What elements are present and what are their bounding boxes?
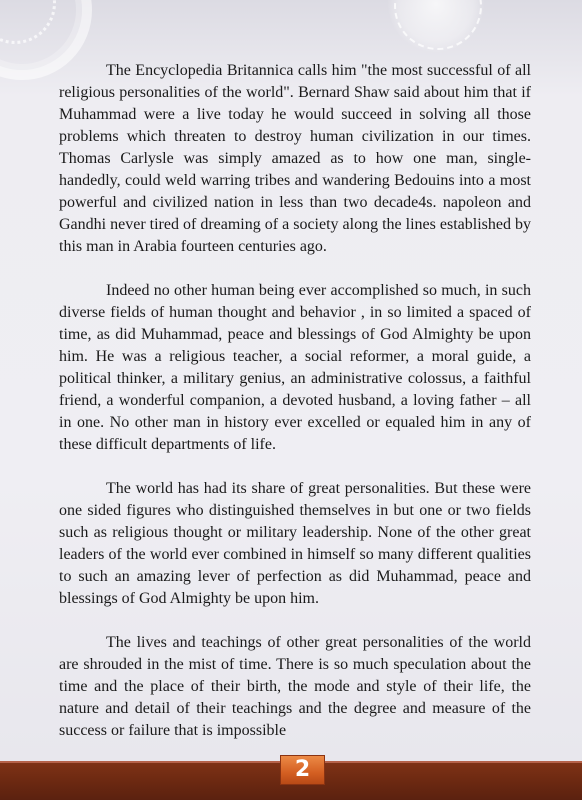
page-number: 2 [280,755,325,785]
paragraph: The lives and teachings of other great personalities of the world are shrouded in the mist of time. There is so much speculation about the time and the place of their birth, the mode and style of their life, the nature and detail of their teachings and the degree and measure of the success or failure that is impossible [59,634,531,739]
paragraph: The world has had its share of great personalities. But these were one sided figures who distinguished themselves in but one or two fields such as religious thought or military leadership. None of the other great leaders of the world ever combined in himself so many different qualities to such an amazing lever of perfection as did Muhammad, peace and blessings of God Almighty be upon him. [59,480,531,607]
paragraph: The Encyclopedia Britannica calls him "the most successful of all religious personalities of the world". Bernard Shaw said about him that if Muhammad were a live today he would succeed in solving all those problems which threaten to destroy human civilization in our times. Thomas Carlysle was simply amazed as to how one man, single-handedly, could weld warring tribes and wandering Bedouins into a most powerful and civilized nation in less than two decade4s. napoleon and Gandhi never tired of dreaming of a society along the lines established by this man in Arabia fourteen centuries ago. [59,62,531,255]
paragraph: Indeed no other human being ever accomplished so much, in such diverse fields of human thought and behavior , in so limited a spaced of time, as did Muhammad, peace and blessings of God Almighty be upon him. He was a religious teacher, a social reformer, a moral guide, a political thinker, a military genius, an administrative colossus, a faithful friend, a wonderful companion, a devoted husband, a loving father – all in one. No other man in history ever excelled or equaled him in any of these difficult departments of life. [59,282,531,453]
body-text [59,60,531,764]
